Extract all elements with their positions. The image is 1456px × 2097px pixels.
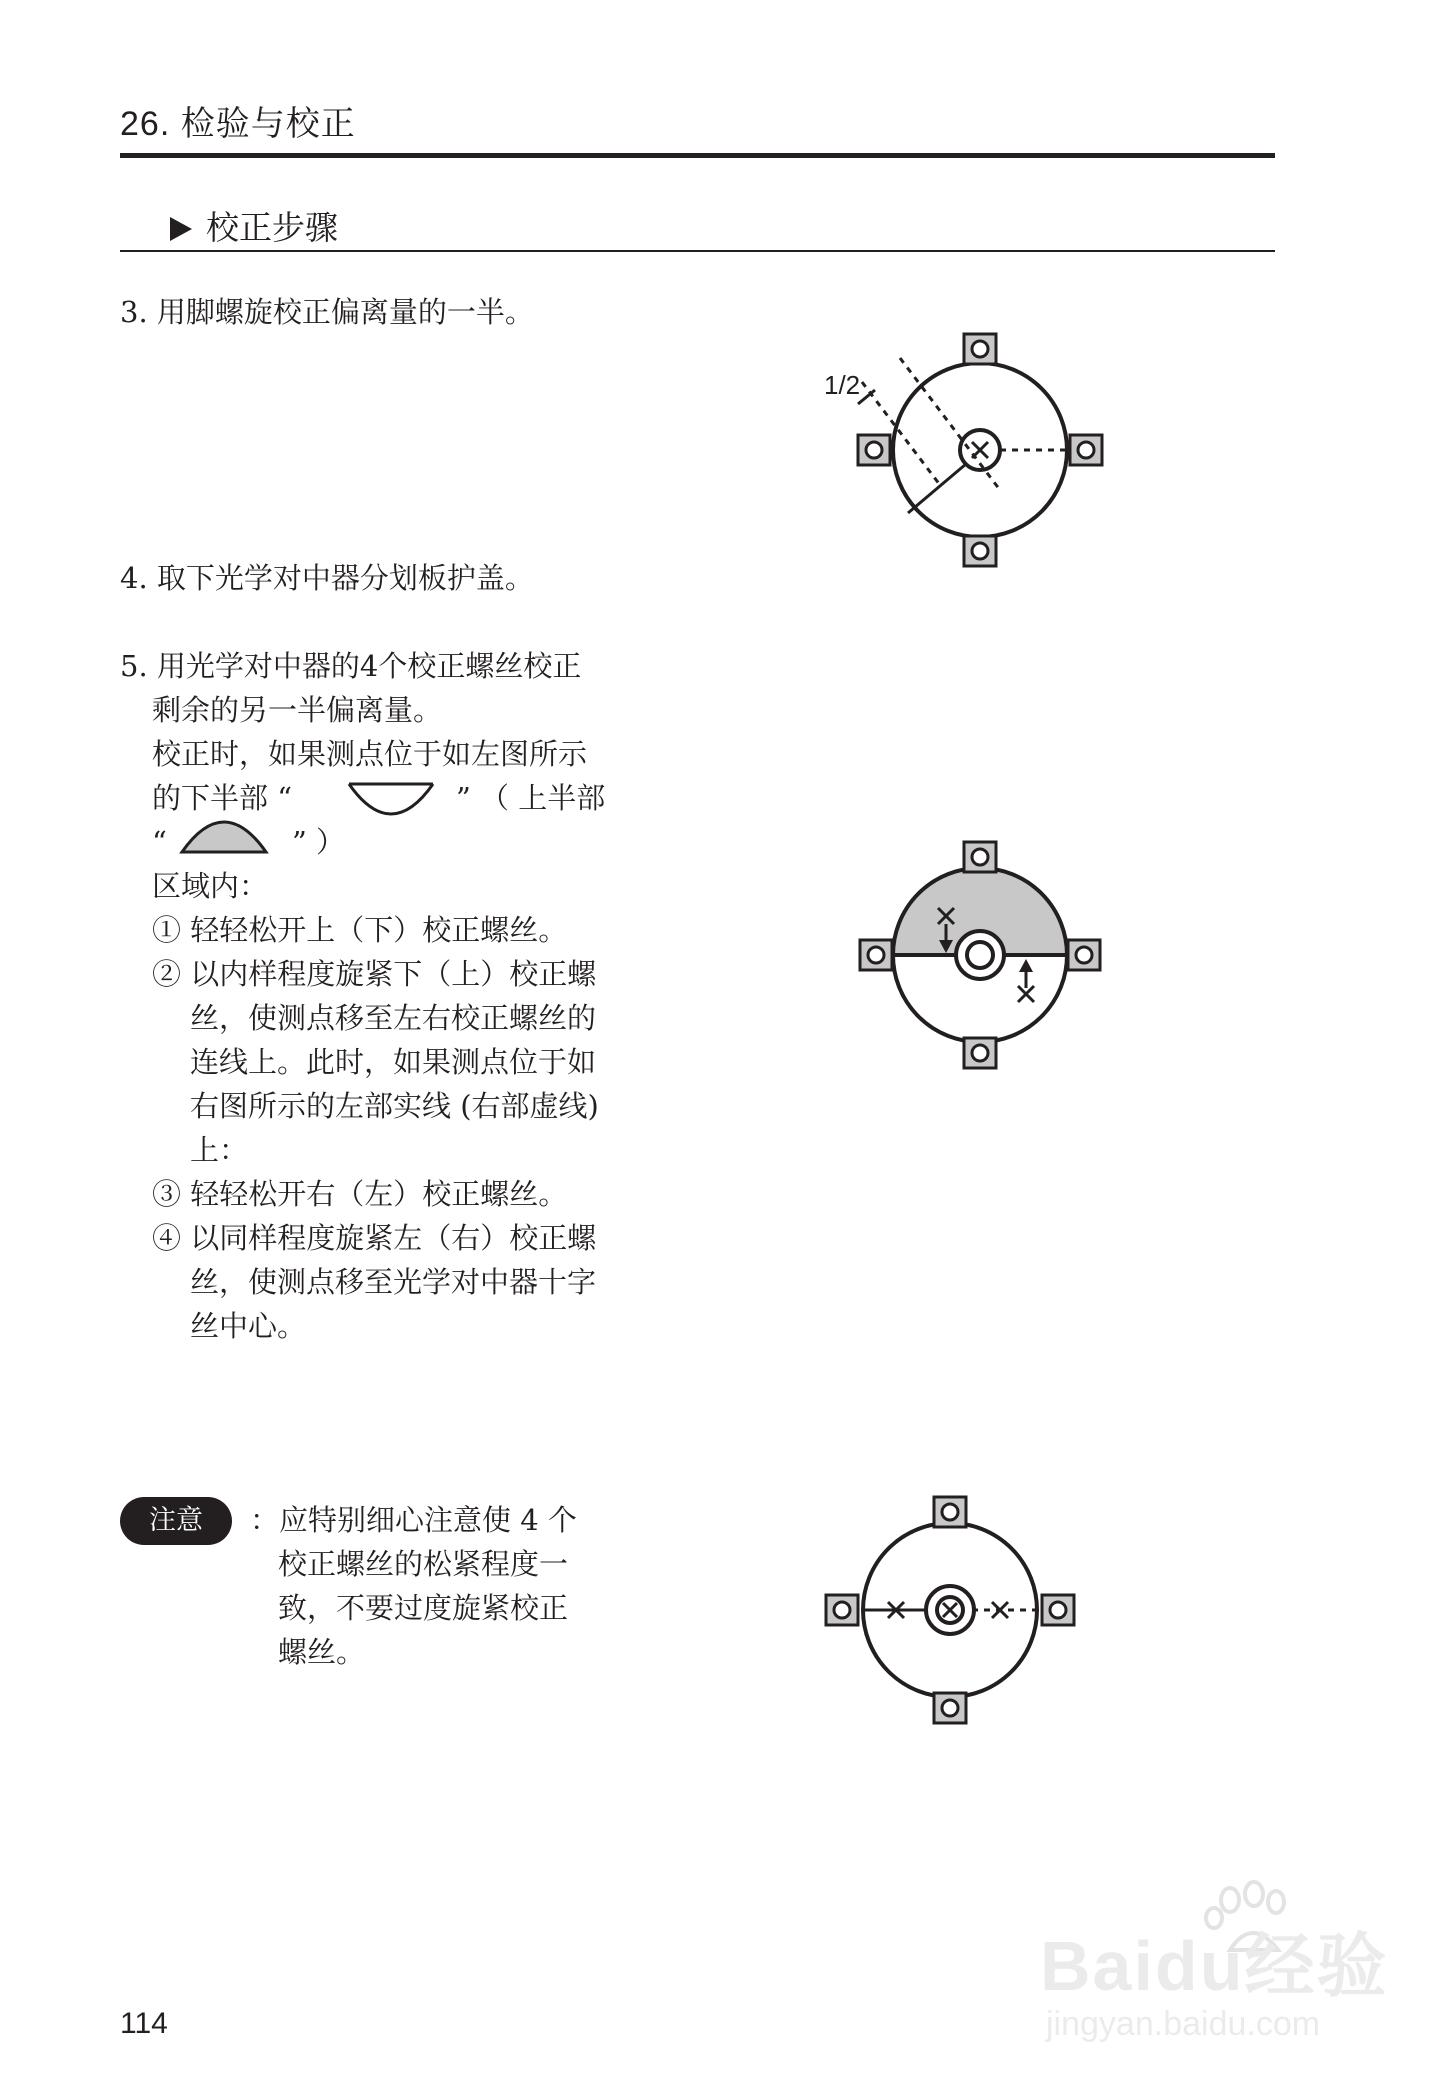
step-3: 3. 用脚螺旋校正偏离量的一半。: [120, 295, 534, 329]
substep-3: ③ 轻轻松开右（左）校正螺丝。: [152, 1177, 568, 1211]
step-5-line-5b: ” ）: [292, 825, 346, 859]
substep-2-line-4: 右图所示的左部实线 (右部虚线): [190, 1089, 599, 1123]
step-5-line-3: 校正时，如果测点位于如左图所示: [152, 737, 588, 771]
figure-left-right-adjust: [810, 1485, 1100, 1735]
note-badge: 注意: [120, 1497, 232, 1545]
dim-arrow: [858, 390, 875, 404]
step-5-line-2: 剩余的另一半偏离量。: [152, 693, 443, 727]
section-heading: [170, 202, 338, 249]
watermark-url: jingyan.baidu.com: [1046, 2005, 1321, 2043]
watermark: [1040, 1880, 1400, 2060]
triangle-bullet-icon: [170, 217, 192, 241]
adjust-screw-top: [934, 1497, 966, 1527]
adjust-screw-top: [964, 334, 996, 364]
section-rule: [120, 250, 1275, 252]
adjust-screw-left: [860, 940, 892, 970]
substep-1: ① 轻轻松开上（下）校正螺丝。: [152, 913, 568, 947]
upper-half-shape-icon: [178, 816, 270, 856]
arrow-up-icon: [1019, 959, 1033, 988]
watermark-brand: Baidu经验: [1040, 1927, 1389, 2005]
adjust-screw-bottom: [964, 1038, 996, 1068]
substep-4-line-1: ④ 以同样程度旋紧左（右）校正螺: [152, 1221, 597, 1255]
step-4: 4. 取下光学对中器分划板护盖。: [120, 561, 534, 595]
half-label: 1/2: [824, 370, 861, 400]
point-x-lower-icon: [1018, 986, 1034, 1002]
step-5-line-5a: “: [152, 825, 167, 859]
step-5-line-4b: ” （ 上半部: [456, 781, 606, 815]
adjust-screw-top: [964, 842, 996, 872]
chapter-title: 26. 检验与校正: [120, 105, 356, 143]
figure-half-offset: [800, 320, 1140, 580]
center-ring-inner: [967, 942, 993, 968]
figure-upper-lower-adjust: [840, 830, 1130, 1080]
substep-4-line-2: 丝，使测点移至光学对中器十字: [190, 1265, 597, 1299]
substep-2-line-5: 上：: [190, 1133, 249, 1167]
substep-2-line-3: 连线上。此时，如果测点位于如: [190, 1045, 597, 1079]
lower-half-shape-icon: [345, 780, 437, 820]
note-line-2: 校正螺丝的松紧程度一: [278, 1547, 569, 1581]
note-line-4: 螺丝。: [278, 1635, 366, 1669]
substep-2-line-2: 丝，使测点移至左右校正螺丝的: [190, 1001, 597, 1035]
section-title: 校正步骤: [206, 208, 338, 247]
adjust-screw-left: [826, 1595, 858, 1625]
substep-4-line-3: 丝中心。: [190, 1309, 307, 1343]
adjust-screw-bottom: [934, 1693, 966, 1723]
step-5-line-1: 5. 用光学对中器的4个校正螺丝校正: [120, 649, 582, 683]
adjust-screw-right: [1070, 435, 1102, 465]
adjust-screw-bottom: [964, 536, 996, 566]
note-line-1: ：应特别细心注意使 4 个: [250, 1503, 577, 1537]
substep-2-line-1: ② 以内样程度旋紧下（上）校正螺: [152, 957, 597, 991]
step-5-line-6: 区域内：: [152, 869, 269, 903]
adjust-screw-right: [1068, 940, 1100, 970]
page-number: 114: [120, 2007, 168, 2040]
adjust-screw-left: [858, 435, 890, 465]
step-5-line-4a: 的下半部 “: [152, 781, 293, 815]
adjust-screw-right: [1042, 1595, 1074, 1625]
chapter-rule: [120, 153, 1275, 158]
note-line-3: 致，不要过度旋紧校正: [278, 1591, 569, 1625]
